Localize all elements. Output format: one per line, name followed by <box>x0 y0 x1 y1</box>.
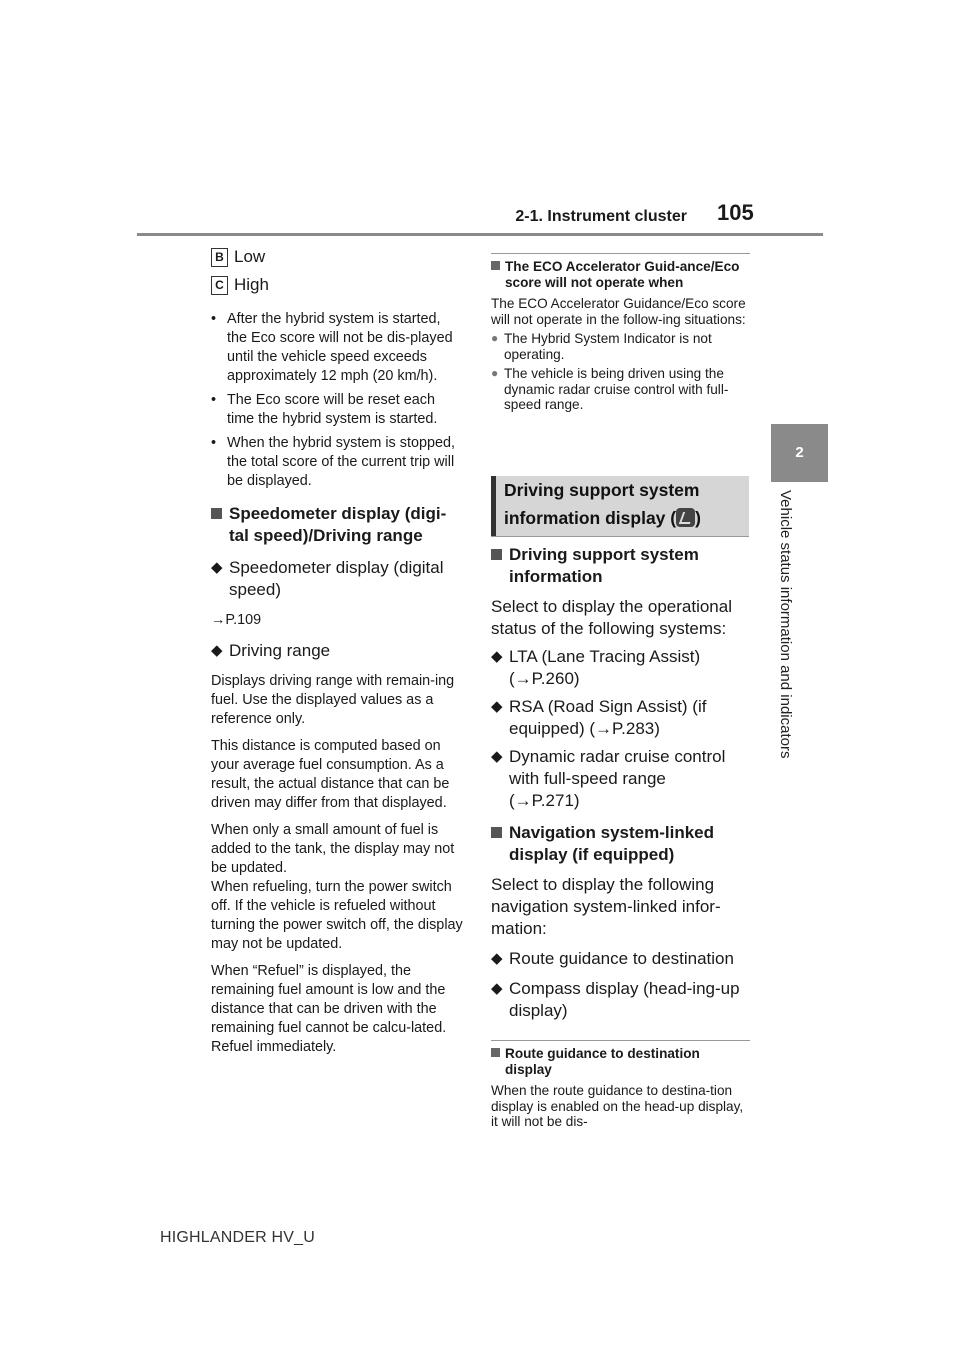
nav-item: ◆ Route guidance to destination <box>491 949 734 968</box>
dss-item: ◆ LTA (Lane Tracing Assist) (→P.260) <box>491 647 701 688</box>
eco-heading: The ECO Accelerator Guid-ance/Eco score will not operate when <box>491 259 749 290</box>
circle-bullet-icon: ● <box>491 331 499 345</box>
range-paragraph: When refueling, turn the power switch off. If the vehicle is refueled without turning the power switch off, the display may not be updated. <box>211 879 463 952</box>
label-low <box>211 246 463 268</box>
label-b-text: Low <box>234 247 266 266</box>
dss-item: ◆ RSA (Road Sign Assist) (if equipped) (→P.283) <box>491 697 707 738</box>
nav-item: ◆ Compass display (head-ing-up display) <box>491 979 740 1020</box>
divider <box>491 536 749 537</box>
range-paragraph: When “Refuel” is displayed, the remaining fuel amount is low and the distance that can be driven with the remaining fuel cannot be calcu-lated. <box>211 963 447 1036</box>
dss-item: ◆ Dynamic radar cruise control with full-speed range (→P.271) <box>491 747 726 810</box>
range-paragraph: Refuel immediately. <box>211 1039 337 1055</box>
arrow-icon: → <box>211 612 226 628</box>
dss-intro: Select to display the operational status of the following systems: <box>491 597 732 638</box>
header-rule <box>137 233 823 236</box>
section-title-line1: Driving support system <box>504 480 700 500</box>
divider <box>491 253 750 254</box>
route-heading: Route guidance to destination display <box>491 1046 749 1077</box>
dss-heading: Driving support system information <box>491 544 749 588</box>
square-bullet-icon <box>491 549 502 560</box>
section-title: 2-1. Instrument cluster <box>515 208 687 225</box>
chapter-title-vertical <box>777 490 800 810</box>
right-column-top <box>491 253 749 413</box>
label-b-box: B <box>211 248 228 267</box>
diamond-bullet-icon: ◆ <box>491 980 503 997</box>
diamond-bullet-icon: ◆ <box>491 648 503 665</box>
label-c-text: High <box>234 275 269 294</box>
square-bullet-icon <box>211 508 222 519</box>
square-bullet-icon <box>491 261 500 270</box>
circle-bullet-icon: ● <box>491 366 499 380</box>
label-high <box>211 274 463 296</box>
route-text: When the route guidance to destina-tion display is enabled on the head-up display, it will not be dis- <box>491 1083 744 1129</box>
divider <box>491 1040 750 1041</box>
page-ref[interactable]: (→P.271) <box>509 791 580 810</box>
square-bullet-icon <box>491 827 502 838</box>
diamond-bullet-icon: ◆ <box>491 698 503 715</box>
section-heading-bar <box>491 476 496 536</box>
range-paragraph: When only a small amount of fuel is added to the tank, the display may not be updated. <box>211 822 455 876</box>
speedo-ref[interactable]: →P.109 <box>211 612 262 628</box>
diamond-bullet-icon: ◆ <box>491 950 503 967</box>
note-item: • After the hybrid system is started, the Eco score will not be dis-played until the vehicle speed exceeds approximately 12 mph (20 km/h). <box>211 311 453 384</box>
driving-support-icon <box>676 508 695 527</box>
square-bullet-icon <box>491 1048 500 1057</box>
page-ref[interactable]: (→P.260) <box>509 669 580 688</box>
eco-item: ● The Hybrid System Indicator is not operating. <box>491 331 712 362</box>
speedo-heading: Speedometer display (digi-tal speed)/Driving range <box>211 503 463 547</box>
eco-item: ● The vehicle is being driven using the dynamic radar cruise control with full-speed range. <box>491 366 729 412</box>
footer-model: HIGHLANDER HV_U <box>160 1229 316 1246</box>
chapter-title: Vehicle status information and indicators <box>777 490 794 759</box>
nav-heading: Navigation system-linked display (if equipped) <box>491 822 749 866</box>
diamond-bullet-icon: ◆ <box>211 642 223 659</box>
section-heading-box <box>491 476 749 536</box>
range-paragraph: This distance is computed based on your average fuel consumption. As a result, the actual distance that can be driven may differ from that displayed. <box>211 738 450 811</box>
note-item: • The Eco score will be reset each time the hybrid system is started. <box>211 392 438 427</box>
section-title-line2: information display ( ) <box>504 508 701 528</box>
label-c-box: C <box>211 276 228 295</box>
speedo-sub: ◆ Speedometer display (digital speed) <box>211 558 444 599</box>
right-column-bottom <box>491 544 749 1130</box>
chapter-tab: 2 <box>771 424 828 482</box>
diamond-bullet-icon: ◆ <box>211 559 223 576</box>
left-column <box>211 246 463 1057</box>
note-item: • When the hybrid system is stopped, the total score of the current trip will be displayed. <box>211 435 455 489</box>
eco-intro: The ECO Accelerator Guidance/Eco score will not operate in the follow-ing situations: <box>491 296 746 327</box>
range-sub: ◆ Driving range <box>211 641 331 660</box>
diamond-bullet-icon: ◆ <box>491 748 503 765</box>
range-paragraph: Displays driving range with remain-ing fuel. Use the displayed values as a reference only. <box>211 673 455 727</box>
page-number: 105 <box>717 200 754 225</box>
nav-intro: Select to display the following navigation system-linked infor-mation: <box>491 875 721 938</box>
